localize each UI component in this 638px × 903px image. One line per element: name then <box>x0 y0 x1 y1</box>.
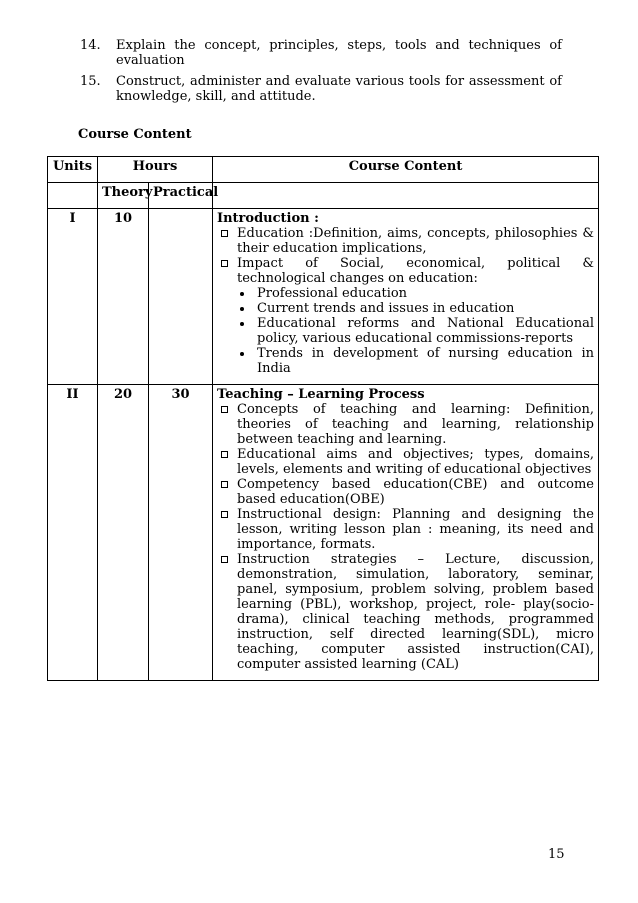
table-subheader-row <box>48 183 599 209</box>
list-item: Concepts of teaching and learning: Definition, theories of teaching and learning, relationship between teaching and learning. <box>217 402 594 447</box>
header-units: Units <box>48 157 98 183</box>
header-hours: Hours <box>98 157 213 183</box>
list-item: Educational aims and objectives; types, domains, levels, elements and writing of educational objectives <box>217 447 594 477</box>
objective-number: 15. <box>80 74 101 89</box>
practical-hours-cell <box>149 209 213 385</box>
topic-title: Introduction : <box>217 211 319 226</box>
subtopic-list <box>217 286 594 376</box>
objective-item <box>80 38 562 68</box>
unit-cell: I <box>48 209 98 385</box>
objective-number: 14. <box>80 38 101 53</box>
subheader-empty <box>48 183 98 209</box>
sub-list-item: Trends in development of nursing education in India <box>217 346 594 376</box>
topic-title: Teaching – Learning Process <box>217 387 425 402</box>
header-practical: Practical <box>149 183 213 209</box>
section-heading: Course Content <box>78 127 192 142</box>
list-item <box>217 256 594 286</box>
list-item: Competency based education(CBE) and outcome based education(OBE) <box>217 477 594 507</box>
sub-list-item: Educational reforms and National Educational policy, various educational commissions-reports <box>217 316 594 346</box>
practical-hours-cell: 30 <box>149 385 213 681</box>
sub-list-item: Current trends and issues in education <box>217 301 594 316</box>
topic-list <box>217 226 594 286</box>
list-item: Instructional design: Planning and designing the lesson, writing lesson plan : meaning, its need and importance, formats. <box>217 507 594 552</box>
theory-hours-cell: 10 <box>98 209 149 385</box>
content-cell <box>213 209 599 385</box>
list-item: Instruction strategies – Lecture, discussion, demonstration, simulation, laboratory, seminar, panel, symposium, problem solving, problem based learning (PBL), workshop, project, role- play(socio-drama), clinical teaching methods, programmed instruction, self directed learning(SDL), micro teaching, computer assisted instruction(CAI), computer assisted learning (CAL) <box>217 552 594 672</box>
list-item <box>217 226 594 256</box>
content-cell <box>213 385 599 681</box>
objective-text: Explain the concept, principles, steps, tools and techniques of evaluation <box>116 38 562 68</box>
course-content-table <box>47 156 599 681</box>
unit-cell: II <box>48 385 98 681</box>
table-row <box>48 209 599 385</box>
topic-list <box>217 402 594 672</box>
header-theory: Theory <box>98 183 149 209</box>
objective-item <box>80 74 562 104</box>
theory-hours-cell: 20 <box>98 385 149 681</box>
sub-list-item: Professional education <box>217 286 594 301</box>
objective-text: Construct, administer and evaluate various tools for assessment of knowledge, skill, and attitude. <box>116 74 562 104</box>
table-header-row <box>48 157 599 183</box>
list-item-text: Impact of Social, economical, political & technological changes on education: <box>237 256 594 286</box>
header-course-content: Course Content <box>213 157 599 183</box>
table-row <box>48 385 599 681</box>
subheader-empty <box>213 183 599 209</box>
list-item-text: Education :Definition, aims, concepts, philosophies & their education implications, <box>237 226 594 256</box>
objectives-list <box>80 38 562 110</box>
page-number: 15 <box>548 847 565 862</box>
